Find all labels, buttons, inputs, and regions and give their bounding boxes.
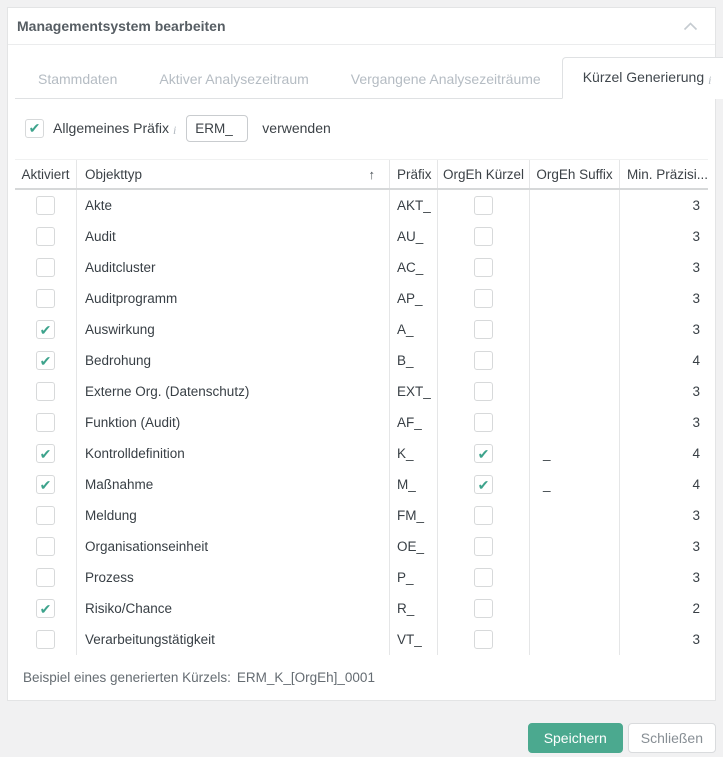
praefix-cell: FM_ — [390, 500, 438, 531]
min-praezision-cell: 3 — [692, 322, 700, 337]
orgeh-kuerzel-cell — [438, 624, 530, 655]
aktiviert-checkbox[interactable] — [36, 630, 55, 649]
orgeh-kuerzel-checkbox[interactable] — [474, 568, 493, 587]
orgeh-kuerzel-checkbox[interactable] — [474, 630, 493, 649]
aktiviert-checkbox[interactable] — [36, 444, 55, 463]
orgeh-kuerzel-checkbox[interactable] — [474, 413, 493, 432]
orgeh-suffix-cell: _ — [530, 438, 620, 469]
aktiviert-cell — [15, 531, 77, 562]
orgeh-kuerzel-cell — [438, 562, 530, 593]
orgeh-kuerzel-checkbox[interactable] — [474, 475, 493, 494]
verwenden-label: verwenden — [262, 120, 331, 136]
orgeh-kuerzel-cell — [438, 438, 530, 469]
orgeh-kuerzel-checkbox[interactable] — [474, 382, 493, 401]
min-praezision-cell: 4 — [692, 353, 700, 368]
orgeh-suffix-cell — [530, 593, 620, 624]
example-text — [15, 670, 708, 685]
aktiviert-checkbox[interactable] — [36, 475, 55, 494]
objekttyp-cell: Organisationseinheit — [77, 531, 390, 562]
orgeh-suffix-cell — [530, 624, 620, 655]
praefix-cell: K_ — [390, 438, 438, 469]
objekttyp-cell: Verarbeitungstätigkeit — [77, 624, 390, 655]
objekttyp-cell: Risiko/Chance — [77, 593, 390, 624]
orgeh-kuerzel-checkbox[interactable] — [474, 289, 493, 308]
praefix-cell: R_ — [390, 593, 438, 624]
praefix-cell: AF_ — [390, 407, 438, 438]
close-button[interactable]: Schließen — [628, 723, 716, 753]
orgeh-kuerzel-checkbox[interactable] — [474, 599, 493, 618]
table-row — [15, 593, 708, 624]
column-header-objekttyp[interactable] — [77, 160, 390, 188]
column-header-orgeh-kuerzel[interactable]: OrgEh Kürzel — [438, 160, 530, 188]
min-praezision-cell: 3 — [692, 570, 700, 585]
table-body — [15, 190, 708, 655]
objekttyp-cell: Funktion (Audit) — [77, 407, 390, 438]
objekttyp-cell: Maßnahme — [77, 469, 390, 500]
column-header-aktiviert[interactable]: Aktiviert — [15, 160, 77, 188]
min-praezision-cell: 3 — [692, 291, 700, 306]
objekttyp-cell: Akte — [77, 190, 390, 221]
praefix-cell: OE_ — [390, 531, 438, 562]
orgeh-kuerzel-cell — [438, 252, 530, 283]
dialog-title: Managementsystem bearbeiten — [17, 18, 226, 34]
check-icon: ✔ — [39, 445, 52, 462]
example-label: Beispiel eines generierten Kürzels: — [23, 670, 231, 685]
aktiviert-cell — [15, 376, 77, 407]
orgeh-kuerzel-cell — [438, 376, 530, 407]
table-row — [15, 562, 708, 593]
column-header-label: Objekttyp — [85, 166, 143, 182]
objekttyp-cell: Prozess — [77, 562, 390, 593]
orgeh-kuerzel-cell — [438, 531, 530, 562]
table-row — [15, 500, 708, 531]
orgeh-suffix-cell — [530, 283, 620, 314]
edit-dialog — [7, 7, 716, 701]
aktiviert-cell — [15, 407, 77, 438]
check-icon: ✔ — [477, 445, 490, 462]
check-icon: ✔ — [39, 321, 52, 338]
tab-vergangene-analysezeitraeume[interactable]: Vergangene Analysezeiträume — [350, 71, 541, 87]
aktiviert-cell — [15, 500, 77, 531]
aktiviert-cell — [15, 283, 77, 314]
objekttyp-cell: Kontrolldefinition — [77, 438, 390, 469]
aktiviert-checkbox[interactable] — [36, 258, 55, 277]
tab-stammdaten[interactable]: Stammdaten — [38, 71, 118, 87]
tab-label: Kürzel Generierung — [582, 69, 705, 85]
orgeh-kuerzel-checkbox[interactable] — [474, 227, 493, 246]
aktiviert-cell — [15, 221, 77, 252]
orgeh-kuerzel-cell — [438, 407, 530, 438]
table-header — [15, 159, 708, 190]
min-praezision-cell: 3 — [692, 229, 700, 244]
aktiviert-cell — [15, 624, 77, 655]
tab-bar — [15, 58, 712, 99]
orgeh-kuerzel-checkbox[interactable] — [474, 444, 493, 463]
check-icon: ✔ — [39, 352, 52, 369]
orgeh-kuerzel-checkbox[interactable] — [474, 258, 493, 277]
dialog-header — [8, 8, 715, 45]
aktiviert-cell — [15, 438, 77, 469]
aktiviert-checkbox[interactable] — [36, 196, 55, 215]
check-icon: ✔ — [477, 476, 490, 493]
objekttyp-cell: Auditprogramm — [77, 283, 390, 314]
aktiviert-checkbox[interactable] — [36, 227, 55, 246]
objekttyp-cell: Bedrohung — [77, 345, 390, 376]
praefix-cell: AU_ — [390, 221, 438, 252]
dialog-footer — [528, 723, 716, 753]
aktiviert-cell — [15, 593, 77, 624]
tab-kuerzel-generierung[interactable] — [562, 57, 723, 99]
praefix-cell: A_ — [390, 314, 438, 345]
orgeh-suffix-cell — [530, 500, 620, 531]
table-row — [15, 190, 708, 221]
dialog-body — [8, 58, 715, 685]
tab-aktiver-analysezeitraum[interactable]: Aktiver Analysezeitraum — [159, 71, 309, 87]
min-praezision-cell: 3 — [692, 260, 700, 275]
orgeh-kuerzel-checkbox[interactable] — [474, 196, 493, 215]
table-row — [15, 469, 708, 500]
orgeh-kuerzel-checkbox[interactable] — [474, 320, 493, 339]
objekttyp-cell: Externe Org. (Datenschutz) — [77, 376, 390, 407]
aktiviert-cell — [15, 469, 77, 500]
min-praezision-cell: 2 — [692, 601, 700, 616]
aktiviert-cell — [15, 345, 77, 376]
general-prefix-label: Allgemeines Präfix — [53, 120, 169, 136]
min-praezision-cell: 4 — [692, 446, 700, 461]
orgeh-kuerzel-checkbox[interactable] — [474, 537, 493, 556]
aktiviert-checkbox[interactable] — [36, 568, 55, 587]
info-icon: i — [172, 122, 177, 137]
chevron-up-icon[interactable] — [683, 22, 698, 31]
objekttyp-cell: Audit — [77, 221, 390, 252]
table-row — [15, 252, 708, 283]
orgeh-kuerzel-cell — [438, 469, 530, 500]
orgeh-suffix-cell — [530, 252, 620, 283]
aktiviert-cell — [15, 252, 77, 283]
orgeh-kuerzel-cell — [438, 190, 530, 221]
objekttyp-cell: Auditcluster — [77, 252, 390, 283]
min-praezision-cell: 4 — [692, 477, 700, 492]
save-button[interactable]: Speichern — [528, 723, 623, 753]
orgeh-suffix-cell — [530, 531, 620, 562]
orgeh-suffix-cell — [530, 314, 620, 345]
orgeh-suffix-cell — [530, 376, 620, 407]
orgeh-suffix-cell — [530, 190, 620, 221]
prefix-input[interactable] — [186, 115, 248, 142]
aktiviert-checkbox[interactable] — [36, 320, 55, 339]
praefix-cell: P_ — [390, 562, 438, 593]
table-row — [15, 283, 708, 314]
praefix-cell: EXT_ — [390, 376, 438, 407]
table-row — [15, 531, 708, 562]
praefix-cell: AC_ — [390, 252, 438, 283]
praefix-cell: AKT_ — [390, 190, 438, 221]
aktiviert-checkbox[interactable] — [36, 289, 55, 308]
orgeh-suffix-cell — [530, 345, 620, 376]
check-icon: ✔ — [39, 600, 52, 617]
aktiviert-cell — [15, 190, 77, 221]
min-praezision-cell: 3 — [692, 415, 700, 430]
general-prefix-checkbox[interactable] — [25, 119, 44, 138]
table-row — [15, 314, 708, 345]
praefix-cell: VT_ — [390, 624, 438, 655]
orgeh-suffix-cell — [530, 562, 620, 593]
orgeh-kuerzel-cell — [438, 500, 530, 531]
orgeh-kuerzel-cell — [438, 283, 530, 314]
orgeh-kuerzel-cell — [438, 221, 530, 252]
aktiviert-checkbox[interactable] — [36, 382, 55, 401]
objekttyp-cell: Meldung — [77, 500, 390, 531]
aktiviert-cell — [15, 314, 77, 345]
orgeh-kuerzel-cell — [438, 314, 530, 345]
min-praezision-cell: 3 — [692, 198, 700, 213]
orgeh-kuerzel-cell — [438, 345, 530, 376]
objekttyp-cell: Auswirkung — [77, 314, 390, 345]
orgeh-kuerzel-checkbox[interactable] — [474, 351, 493, 370]
aktiviert-checkbox[interactable] — [36, 351, 55, 370]
table-row — [15, 221, 708, 252]
table-row — [15, 376, 708, 407]
min-praezision-cell: 3 — [692, 508, 700, 523]
orgeh-suffix-cell — [530, 221, 620, 252]
example-value: ERM_K_[OrgEh]_0001 — [236, 670, 375, 685]
table-row — [15, 407, 708, 438]
min-praezision-cell: 3 — [692, 384, 700, 399]
orgeh-kuerzel-cell — [438, 593, 530, 624]
table-row — [15, 438, 708, 469]
praefix-cell: B_ — [390, 345, 438, 376]
check-icon: ✔ — [39, 476, 52, 493]
orgeh-kuerzel-checkbox[interactable] — [474, 506, 493, 525]
aktiviert-checkbox[interactable] — [36, 506, 55, 525]
kuerzel-table — [15, 159, 708, 655]
praefix-cell: AP_ — [390, 283, 438, 314]
orgeh-suffix-cell: _ — [530, 469, 620, 500]
check-icon: ✔ — [28, 120, 41, 136]
aktiviert-cell — [15, 562, 77, 593]
aktiviert-checkbox[interactable] — [36, 413, 55, 432]
aktiviert-checkbox[interactable] — [36, 599, 55, 618]
min-praezision-cell: 3 — [692, 539, 700, 554]
general-prefix-row — [15, 114, 708, 142]
min-praezision-cell: 3 — [692, 632, 700, 647]
aktiviert-checkbox[interactable] — [36, 537, 55, 556]
column-header-orgeh-suffix[interactable]: OrgEh Suffix — [530, 160, 620, 188]
orgeh-suffix-cell — [530, 407, 620, 438]
column-header-min-praezision[interactable]: Min. Präzisi... — [627, 166, 708, 182]
column-header-praefix[interactable]: Präfix — [390, 160, 438, 188]
info-icon: i — [708, 73, 712, 87]
praefix-cell: M_ — [390, 469, 438, 500]
sort-asc-icon: ↑ — [368, 166, 375, 182]
table-row — [15, 345, 708, 376]
table-row — [15, 624, 708, 655]
